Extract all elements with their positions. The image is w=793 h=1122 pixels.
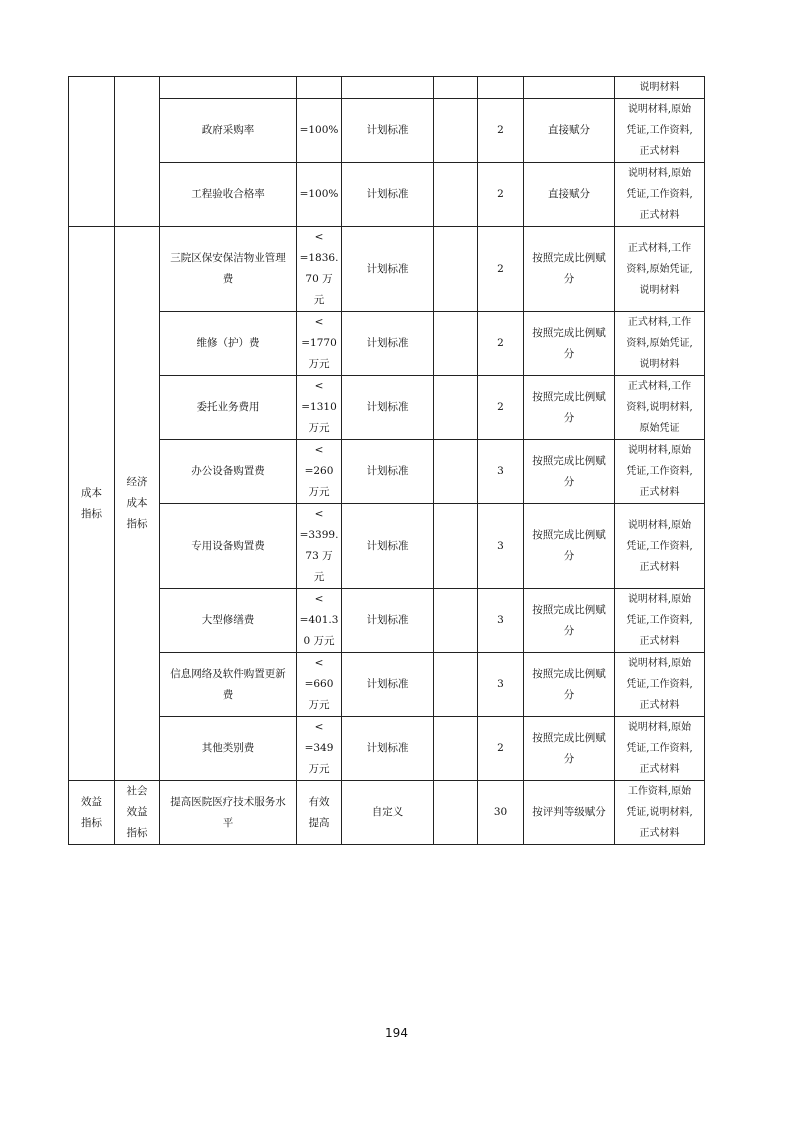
evidence-cell: 正式材料,工作 资料,原始凭证, 说明材料	[615, 312, 705, 376]
scoring-method-cell: 按评判等级赋分	[524, 781, 615, 845]
standard-cell: 计划标准	[342, 99, 434, 163]
indicator-name-cell: 三院区保安保洁物业管理 费	[160, 227, 297, 312]
table-row	[69, 781, 705, 845]
indicator-name-cell	[160, 77, 297, 99]
table-row	[69, 163, 705, 227]
indicator-name-cell: 大型修缮费	[160, 589, 297, 653]
weight-cell: 3	[478, 653, 524, 717]
evidence-cell: 说明材料,原始 凭证,工作资料, 正式材料	[615, 163, 705, 227]
indicator-name-cell: 提高医院医疗技术服务水 平	[160, 781, 297, 845]
empty-cell	[434, 312, 478, 376]
scoring-method-cell	[524, 77, 615, 99]
standard-cell: 计划标准	[342, 589, 434, 653]
empty-cell	[434, 376, 478, 440]
table-row	[69, 312, 705, 376]
standard-cell: 计划标准	[342, 504, 434, 589]
table-row	[69, 99, 705, 163]
indicator-name-cell: 政府采购率	[160, 99, 297, 163]
indicator-value-cell: =100%	[297, 99, 342, 163]
primary-indicator-benefit: 效益 指标	[69, 781, 115, 845]
weight-cell: 3	[478, 440, 524, 504]
empty-cell	[434, 504, 478, 589]
evidence-cell: 说明材料,原始 凭证,工作资料, 正式材料	[615, 589, 705, 653]
scoring-method-cell: 按照完成比例赋 分	[524, 504, 615, 589]
table-row	[69, 653, 705, 717]
weight-cell: 3	[478, 504, 524, 589]
evidence-cell: 正式材料,工作 资料,说明材料, 原始凭证	[615, 376, 705, 440]
scoring-method-cell: 直接赋分	[524, 163, 615, 227]
weight-cell: 30	[478, 781, 524, 845]
evidence-cell: 说明材料,原始 凭证,工作资料, 正式材料	[615, 653, 705, 717]
evidence-cell: 说明材料,原始 凭证,工作资料, 正式材料	[615, 99, 705, 163]
empty-cell	[434, 163, 478, 227]
table-row	[69, 227, 705, 312]
scoring-method-cell: 按照完成比例赋 分	[524, 717, 615, 781]
indicator-name-cell: 专用设备购置费	[160, 504, 297, 589]
indicator-value-cell: < =3399. 73 万 元	[297, 504, 342, 589]
weight-cell: 2	[478, 163, 524, 227]
standard-cell	[342, 77, 434, 99]
indicator-value-cell	[297, 77, 342, 99]
indicator-name-cell: 工程验收合格率	[160, 163, 297, 227]
evidence-cell: 说明材料,原始 凭证,工作资料, 正式材料	[615, 440, 705, 504]
empty-cell	[434, 653, 478, 717]
scoring-method-cell: 直接赋分	[524, 99, 615, 163]
standard-cell: 计划标准	[342, 227, 434, 312]
secondary-indicator-cell	[115, 77, 160, 227]
indicator-value-cell: =100%	[297, 163, 342, 227]
weight-cell: 2	[478, 99, 524, 163]
table-row	[69, 440, 705, 504]
indicator-value-cell: < =349 万元	[297, 717, 342, 781]
empty-cell	[434, 77, 478, 99]
evidence-cell: 说明材料,原始 凭证,工作资料, 正式材料	[615, 504, 705, 589]
evidence-cell: 正式材料,工作 资料,原始凭证, 说明材料	[615, 227, 705, 312]
performance-indicator-table	[68, 76, 705, 845]
scoring-method-cell: 按照完成比例赋 分	[524, 589, 615, 653]
indicator-name-cell: 委托业务费用	[160, 376, 297, 440]
table-row	[69, 589, 705, 653]
weight-cell: 2	[478, 376, 524, 440]
empty-cell	[434, 781, 478, 845]
indicator-value-cell: < =660 万元	[297, 653, 342, 717]
weight-cell: 2	[478, 227, 524, 312]
empty-cell	[434, 717, 478, 781]
standard-cell: 计划标准	[342, 717, 434, 781]
weight-cell: 3	[478, 589, 524, 653]
indicator-name-cell: 办公设备购置费	[160, 440, 297, 504]
indicator-name-cell: 其他类别费	[160, 717, 297, 781]
indicator-value-cell: < =260 万元	[297, 440, 342, 504]
scoring-method-cell: 按照完成比例赋 分	[524, 376, 615, 440]
primary-indicator-cost: 成本 指标	[69, 227, 115, 781]
table-row	[69, 504, 705, 589]
table-row	[69, 376, 705, 440]
evidence-cell: 说明材料	[615, 77, 705, 99]
table-row	[69, 77, 705, 99]
table-row	[69, 717, 705, 781]
empty-cell	[434, 440, 478, 504]
indicator-value-cell: < =1770 万元	[297, 312, 342, 376]
standard-cell: 计划标准	[342, 312, 434, 376]
evidence-cell: 工作资料,原始 凭证,说明材料, 正式材料	[615, 781, 705, 845]
scoring-method-cell: 按照完成比例赋 分	[524, 440, 615, 504]
scoring-method-cell: 按照完成比例赋 分	[524, 227, 615, 312]
indicator-value-cell: < =1310 万元	[297, 376, 342, 440]
scoring-method-cell: 按照完成比例赋 分	[524, 312, 615, 376]
primary-indicator-cell	[69, 77, 115, 227]
standard-cell: 计划标准	[342, 653, 434, 717]
indicator-name-cell: 维修（护）费	[160, 312, 297, 376]
page-number: 194	[385, 1026, 408, 1040]
standard-cell: 计划标准	[342, 376, 434, 440]
indicator-name-cell: 信息网络及软件购置更新 费	[160, 653, 297, 717]
indicator-value-cell: 有效 提高	[297, 781, 342, 845]
evidence-cell: 说明材料,原始 凭证,工作资料, 正式材料	[615, 717, 705, 781]
empty-cell	[434, 99, 478, 163]
secondary-indicator-social-benefit: 社会 效益 指标	[115, 781, 160, 845]
weight-cell: 2	[478, 717, 524, 781]
weight-cell	[478, 77, 524, 99]
scoring-method-cell: 按照完成比例赋 分	[524, 653, 615, 717]
indicator-value-cell: < =401.3 0 万元	[297, 589, 342, 653]
standard-cell: 自定义	[342, 781, 434, 845]
empty-cell	[434, 227, 478, 312]
empty-cell	[434, 589, 478, 653]
weight-cell: 2	[478, 312, 524, 376]
secondary-indicator-economic-cost: 经济 成本 指标	[115, 227, 160, 781]
standard-cell: 计划标准	[342, 440, 434, 504]
standard-cell: 计划标准	[342, 163, 434, 227]
indicator-value-cell: < =1836. 70 万 元	[297, 227, 342, 312]
